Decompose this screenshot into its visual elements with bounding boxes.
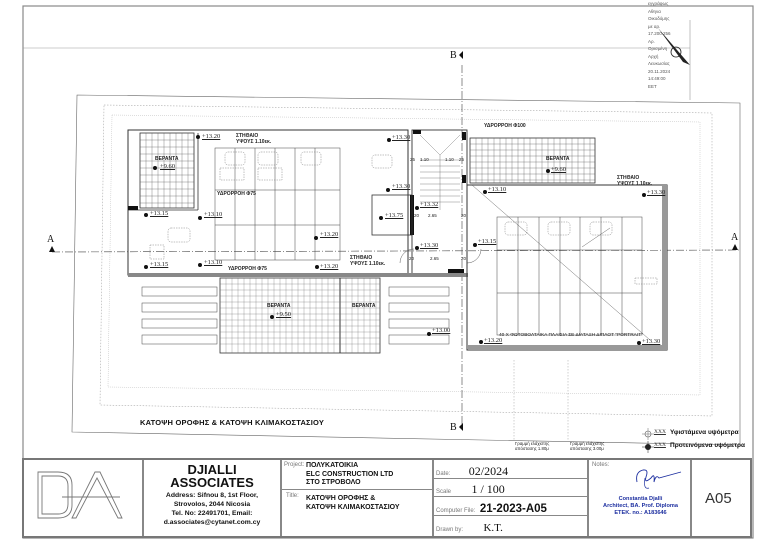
label-parapet: ΣΤΗΘΑΙΟ ΥΨΟΥΣ 1.10εκ. xyxy=(617,175,653,187)
level-mark: +13.00 xyxy=(432,327,451,334)
setback-note-1: Γραμμή ελάχιστης απόστασης 1.80μ xyxy=(515,441,550,451)
level-mark: +13.10 xyxy=(204,211,223,218)
level-mark: +13.30 xyxy=(420,242,439,249)
stamp-line: EET xyxy=(648,83,657,89)
signature-icon xyxy=(589,460,692,500)
label-veranda: ΒΕΡΑΝΤΑ xyxy=(352,303,376,309)
legend-existing-label: Υφιστάμενα υψόμετρα xyxy=(670,429,739,436)
level-mark: +9.60 xyxy=(551,166,567,173)
level-mark: +13.75 xyxy=(385,212,404,219)
legend-proposed-code: XXX xyxy=(654,442,666,448)
level-mark: +13.20 xyxy=(484,337,503,344)
stamp-line: με αρ. xyxy=(648,23,661,29)
label-downpipe: ΥΔΡΟΡΡΟΗ Φ100 xyxy=(484,123,526,129)
label-downpipe: ΥΔΡΟΡΡΟΗ Φ75 xyxy=(228,266,267,272)
dimension: 1.10 xyxy=(420,157,429,162)
level-mark: +13.10 xyxy=(488,186,507,193)
scale-value: 1 / 100 xyxy=(471,482,505,496)
dimension: 2.65 xyxy=(428,213,437,218)
label-veranda: ΒΕΡΑΝΤΑ xyxy=(155,156,179,162)
drawn-row xyxy=(436,518,503,536)
project-cell xyxy=(282,460,434,536)
drawing-name: ΚΑΤΟΨΗ ΟΡΟΦΗΣ & ΚΑΤΟΨΗ ΚΛΙΜΑΚΟΣΤΑΣΙΟΥ xyxy=(306,495,400,511)
level-mark: +13.30 xyxy=(647,189,666,196)
label-pv-panels: 40 Χ ΦΩΤΟΒΟΛΤΑΙΚΑ ΠΛΑΙΣΙΑ ΣΕ ΔΙΑΤΑΞΗ ΔΙΠΛΟΤ "PORTRAIT" xyxy=(499,333,643,338)
veranda-grid-bc xyxy=(220,278,380,353)
dimension: 2.65 xyxy=(430,256,439,261)
section-marker-a-right: A xyxy=(731,232,739,243)
date-label: Date: xyxy=(436,471,451,477)
sheet-cell xyxy=(692,460,750,536)
dimension: 20 xyxy=(461,213,467,218)
dimension: 20 xyxy=(414,213,420,218)
stamp-line: 20.11.2024 xyxy=(648,68,671,74)
level-mark: +13.20 xyxy=(202,133,221,140)
firm-cell xyxy=(144,460,282,536)
setback-note-2: Γραμμή ελάχιστης απόστασης 3.00μ xyxy=(570,441,605,451)
drawn-value: K.T. xyxy=(483,522,503,534)
dimension: 20 xyxy=(461,256,467,261)
scale-label: Scale xyxy=(436,489,452,495)
dimension: 20 xyxy=(409,256,415,261)
project-name: ΠΟΛΥΚΑΤΟΙΚΙΑ ELC CONSTRUCTION LTD ΣΤΟ ΣΤΡΟΒΟΛΟ xyxy=(306,462,394,486)
level-mark: +9.60 xyxy=(160,163,176,170)
stamp-line: 17.200.256 xyxy=(648,31,671,36)
veranda-grid-tr xyxy=(470,138,595,183)
stamp-line: Ορισμένη xyxy=(648,46,668,51)
file-label: Computer File: xyxy=(436,508,476,514)
label-veranda: ΒΕΡΑΝΤΑ xyxy=(546,156,570,162)
title-label: Title: xyxy=(286,493,299,499)
legend-proposed-label: Προτεινόμενα υψόμετρα xyxy=(670,442,745,449)
stamp-line: Αρχή xyxy=(648,53,659,59)
notes-cell xyxy=(589,460,692,536)
firm-address-2: Strovolos, 2044 Nicosia xyxy=(173,501,251,508)
level-mark: +13.32 xyxy=(420,201,439,208)
firm-name-1: DJIALLI xyxy=(187,462,237,477)
firm-name-2: ASSOCIATES xyxy=(170,475,254,490)
section-marker-b-top: B xyxy=(450,50,457,61)
firm-email: d.associates@cytanet.com.cy xyxy=(163,519,261,526)
firm-address-1: Address: Sifnou 8, 1st Floor, xyxy=(165,492,259,499)
drawn-label: Drawn by: xyxy=(436,527,464,533)
label-downpipe: ΥΔΡΟΡΡΟΗ Φ75 xyxy=(217,191,256,197)
architect-signature-block: Constantia Djalli Architect, BA. Prof. Diploma ETEK. no.: A183646 xyxy=(603,496,678,516)
stamp-line: εγγράφως xyxy=(648,1,669,6)
stamp-line: Αρ. xyxy=(648,38,655,44)
dimension: 25 xyxy=(410,157,416,162)
label-parapet: ΣΤΗΘΑΙΟ ΥΨΟΥΣ 1.10εκ. xyxy=(350,255,386,267)
level-mark: +13.20 xyxy=(320,263,339,270)
dimension: 1.10 xyxy=(445,157,454,162)
title-block xyxy=(22,458,752,538)
firm-phone: Tel. No: 22491701, Email: xyxy=(171,510,253,517)
veranda-grid-tl xyxy=(140,133,194,208)
meta-cell xyxy=(434,460,589,536)
label-parapet: ΣΤΗΘΑΙΟ ΥΨΟΥΣ 1.10εκ. xyxy=(236,133,272,145)
legend-existing-code: XXX xyxy=(654,429,666,435)
file-value: 21-2023-A05 xyxy=(479,503,547,515)
level-mark: +13.15 xyxy=(478,238,497,245)
notes-label: Notes: xyxy=(592,462,610,468)
dimension: 25 xyxy=(459,157,465,162)
logo-cell xyxy=(24,460,144,536)
sheet-number: A05 xyxy=(705,490,732,507)
level-mark: +13.15 xyxy=(150,261,169,268)
stamp-line: Λευκωσίας xyxy=(648,61,670,66)
project-label: Project: xyxy=(284,462,305,468)
label-veranda: ΒΕΡΑΝΤΑ xyxy=(267,303,291,309)
level-mark: +13.30 xyxy=(392,134,411,141)
level-mark: +13.30 xyxy=(392,183,411,190)
level-mark: +13.20 xyxy=(320,231,339,238)
level-mark: +13.15 xyxy=(150,210,169,217)
stamp-line: Οικοδόμης xyxy=(648,16,670,21)
drawing-title: ΚΑΤΟΨΗ ΟΡΟΦΗΣ & ΚΑΤΟΨΗ ΚΛΙΜΑΚΟΣΤΑΣΙΟΥ xyxy=(140,418,325,427)
level-mark: +13.10 xyxy=(204,259,223,266)
section-marker-a-left: A xyxy=(47,234,55,245)
section-marker-b-bottom: B xyxy=(450,422,457,433)
stamp-line: 14:49:00 xyxy=(648,76,666,81)
level-mark: +9.50 xyxy=(276,311,292,318)
stamp-line: Αθηνα xyxy=(648,8,661,14)
digital-signature-stamp xyxy=(648,0,698,90)
level-mark: +13.30 xyxy=(642,338,661,345)
date-value: 02/2024 xyxy=(468,464,509,478)
